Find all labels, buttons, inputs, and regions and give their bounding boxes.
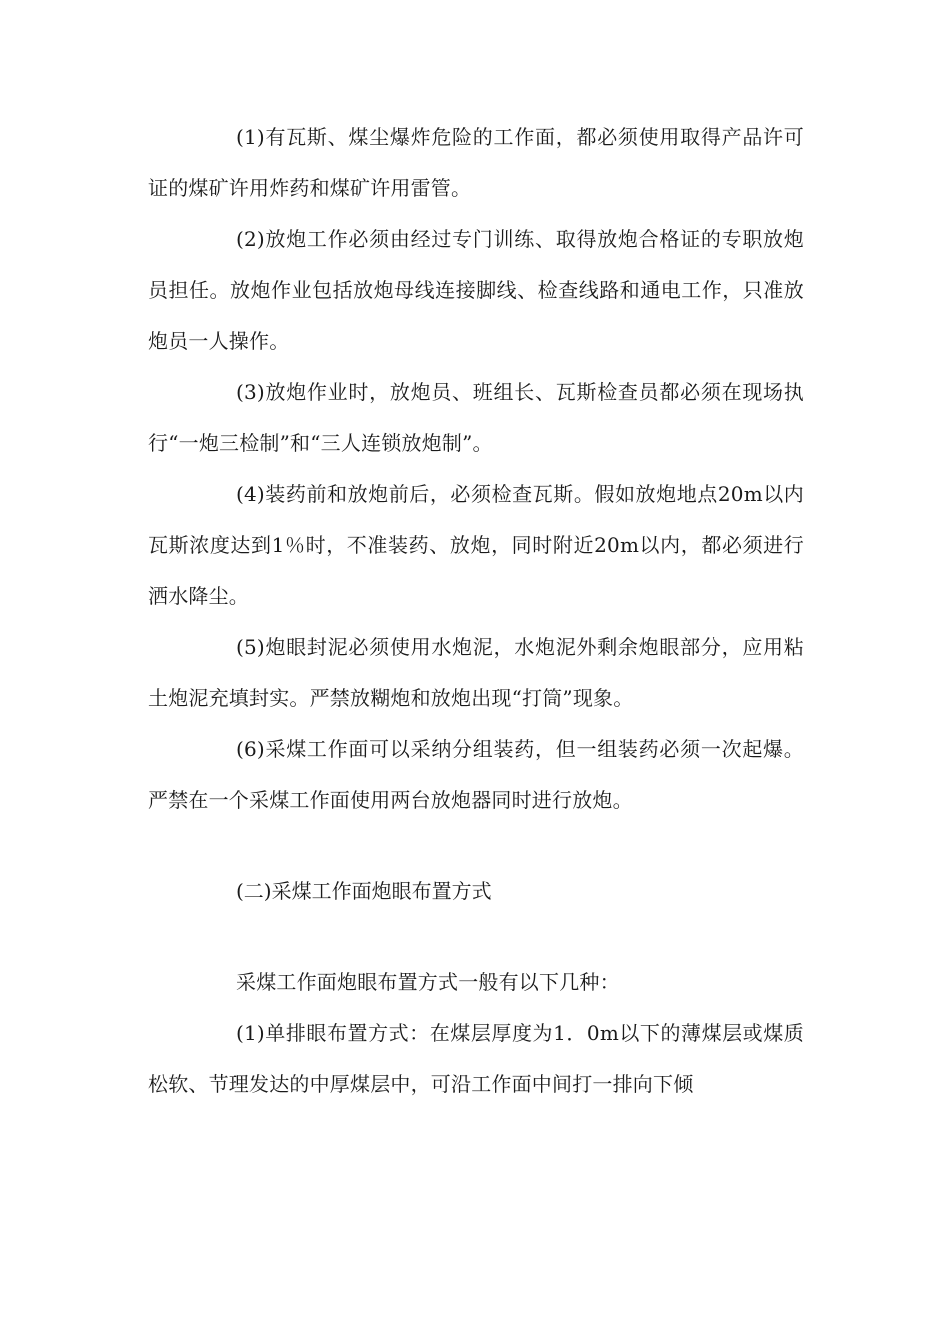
paragraph-6: (6)采煤工作面可以采纳分组装药，但一组装药必须一次起爆。严禁在一个采煤工作面使用两台放炮器同时进行放炮。 [148, 737, 804, 812]
spacer [148, 826, 804, 866]
paragraph-7: (1)单排眼布置方式：在煤层厚度为1．0m以下的薄煤层或煤质松软、节理发达的中厚煤层中，可沿工作面中间打一排向下倾 [148, 1021, 804, 1096]
paragraph-3: (3)放炮作业时，放炮员、班组长、瓦斯检查员都必须在现场执行“一炮三检制”和“三人连锁放炮制”。 [148, 380, 804, 455]
paragraph-1: (1)有瓦斯、煤尘爆炸危险的工作面，都必须使用取得产品许可证的煤矿许用炸药和煤矿许用雷管。 [148, 125, 804, 200]
section-heading: (二)采煤工作面炮眼布置方式 [236, 879, 492, 903]
spacer [148, 917, 804, 957]
paragraph-2: (2)放炮工作必须由经过专门训练、取得放炮合格证的专职放炮员担任。放炮作业包括放炮母线连接脚线、检查线路和通电工作，只准放炮员一人操作。 [148, 227, 804, 353]
text-column [148, 112, 804, 1110]
intro-paragraph: 采煤工作面炮眼布置方式一般有以下几种： [236, 970, 620, 994]
paragraph-4: (4)装药前和放炮前后，必须检查瓦斯。假如放炮地点20m以内瓦斯浓度达到1％时，不准装药、放炮，同时附近20m以内，都必须进行洒水降尘。 [148, 482, 804, 608]
paragraph-5: (5)炮眼封泥必须使用水炮泥，水炮泥外剩余炮眼部分，应用粘土炮泥充填封实。严禁放糊炮和放炮出现“打筒”现象。 [148, 635, 804, 710]
